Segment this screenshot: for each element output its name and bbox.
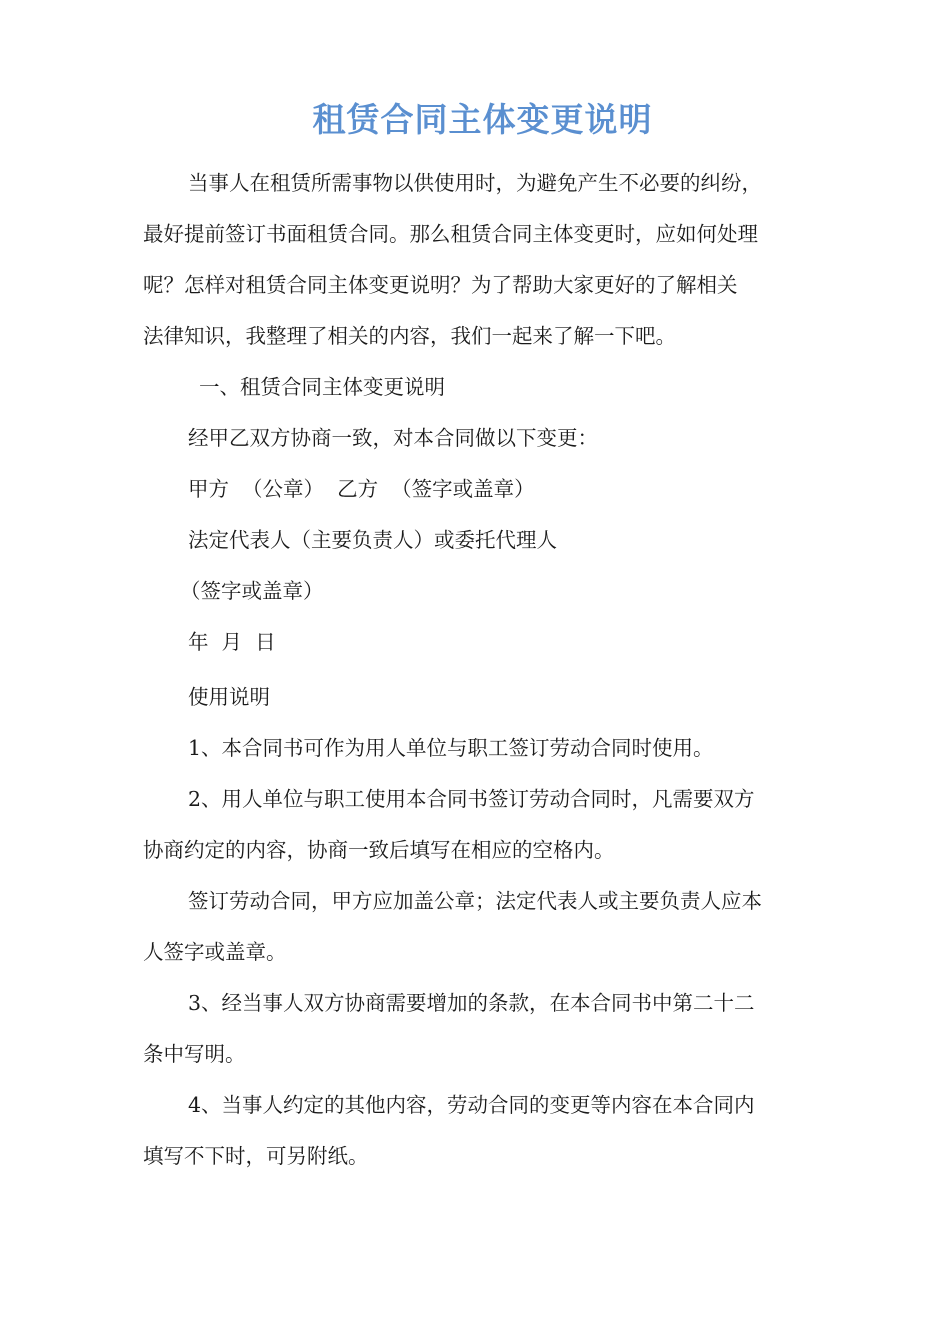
date-line: 年 月 日	[188, 630, 276, 654]
usage-item-3-line-2: 条中写明。	[143, 1042, 246, 1066]
intro-line-2: 最好提前签订书面租赁合同。那么租赁合同主体变更时，应如何处理	[143, 222, 758, 246]
usage-item-1: 1、本合同书可作为用人单位与职工签订劳动合同时使用。	[188, 736, 714, 760]
usage-item-2	[143, 774, 822, 876]
usage-item-3	[143, 978, 822, 1080]
seal-note-line-2: 人签字或盖章。	[143, 940, 287, 964]
usage-item-2-line-2: 协商约定的内容，协商一致后填写在相应的空格内。	[143, 838, 615, 862]
intro-paragraph	[143, 158, 822, 362]
usage-item-2-line-1: 2、用人单位与职工使用本合同书签订劳动合同时，凡需要双方	[188, 787, 755, 811]
document-title: 租赁合同主体变更说明	[312, 100, 653, 139]
seal-note	[143, 876, 822, 978]
section-heading-1: 一、租赁合同主体变更说明	[199, 375, 445, 399]
intro-line-4: 法律知识，我整理了相关的内容，我们一起来了解一下吧。	[143, 324, 676, 348]
agreement-line: 经甲乙双方协商一致，对本合同做以下变更：	[188, 426, 598, 450]
usage-heading: 使用说明	[188, 685, 270, 709]
parties-line: 甲方 （公章） 乙方 （签字或盖章）	[188, 477, 535, 501]
intro-line-1: 当事人在租赁所需事物以供使用时，为避免产生不必要的纠纷，	[188, 171, 762, 195]
intro-line-3: 呢？怎样对租赁合同主体变更说明？为了帮助大家更好的了解相关	[143, 273, 738, 297]
sign-line: （签字或盖章）	[180, 579, 324, 603]
usage-item-4-line-2: 填写不下时，可另附纸。	[143, 1144, 369, 1168]
seal-note-line-1: 签订劳动合同，甲方应加盖公章；法定代表人或主要负责人应本	[188, 889, 762, 913]
usage-item-3-line-1: 3、经当事人双方协商需要增加的条款，在本合同书中第二十二	[188, 991, 755, 1015]
representative-line: 法定代表人（主要负责人）或委托代理人	[188, 528, 557, 552]
usage-item-4-line-1: 4、当事人约定的其他内容，劳动合同的变更等内容在本合同内	[188, 1093, 755, 1117]
usage-item-4	[143, 1080, 822, 1182]
